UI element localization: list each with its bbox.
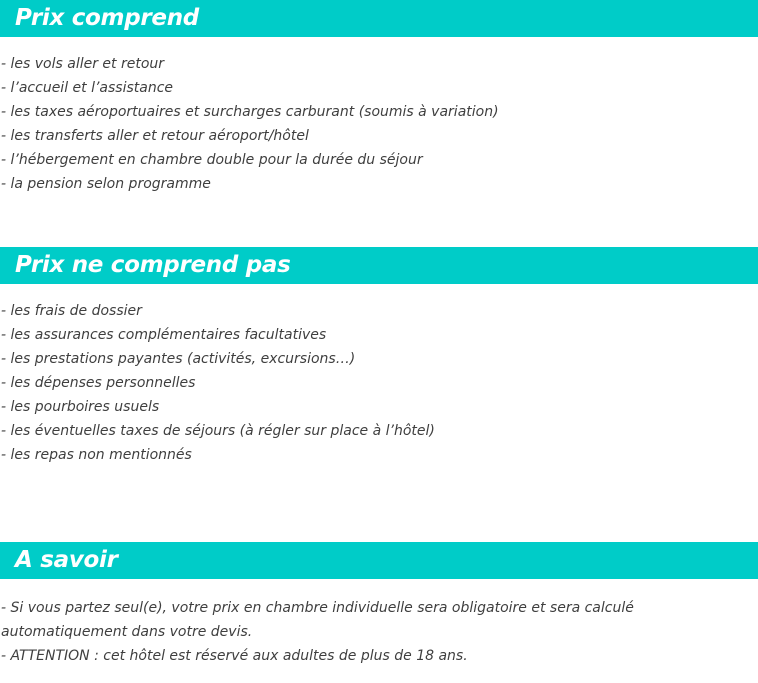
section-title-a-savoir: A savoir (0, 542, 758, 579)
list-item: - les dépenses personnelles (1, 375, 196, 391)
section-prix-comprend (0, 0, 758, 196)
list-item: - les assurances complémentaires facultatives (1, 327, 327, 343)
list-item: - les éventuelles taxes de séjours (à régler sur place à l’hôtel) (1, 423, 435, 439)
list-item: - les prestations payantes (activités, excursions…) (1, 351, 356, 367)
list-item: - les repas non mentionnés (1, 447, 192, 463)
section-title-prix-ne-comprend-pas: Prix ne comprend pas (0, 247, 758, 284)
list-item: - les frais de dossier (1, 303, 142, 319)
list-item: - l’hébergement en chambre double pour la durée du séjour (1, 152, 423, 168)
list-item: - les vols aller et retour (1, 56, 165, 72)
list-item: - les transferts aller et retour aéroport/hôtel (1, 128, 309, 144)
section-a-savoir (0, 542, 758, 668)
info-paragraph: - ATTENTION : cet hôtel est réservé aux adultes de plus de 18 ans. (1, 648, 468, 664)
list-item: - les taxes aéroportuaires et surcharges carburant (soumis à variation) (1, 104, 499, 120)
info-paragraph: - Si vous partez seul(e), votre prix en chambre individuelle sera obligatoire et sera calculé automatiquement dans votre devis. (1, 600, 634, 640)
list-item: - l’accueil et l’assistance (1, 80, 174, 96)
included-list (0, 52, 758, 196)
excluded-list (0, 299, 758, 467)
section-prix-ne-comprend-pas (0, 247, 758, 467)
info-text (0, 596, 758, 668)
section-title-prix-comprend: Prix comprend (0, 0, 758, 37)
list-item: - la pension selon programme (1, 176, 211, 192)
list-item: - les pourboires usuels (1, 399, 160, 415)
